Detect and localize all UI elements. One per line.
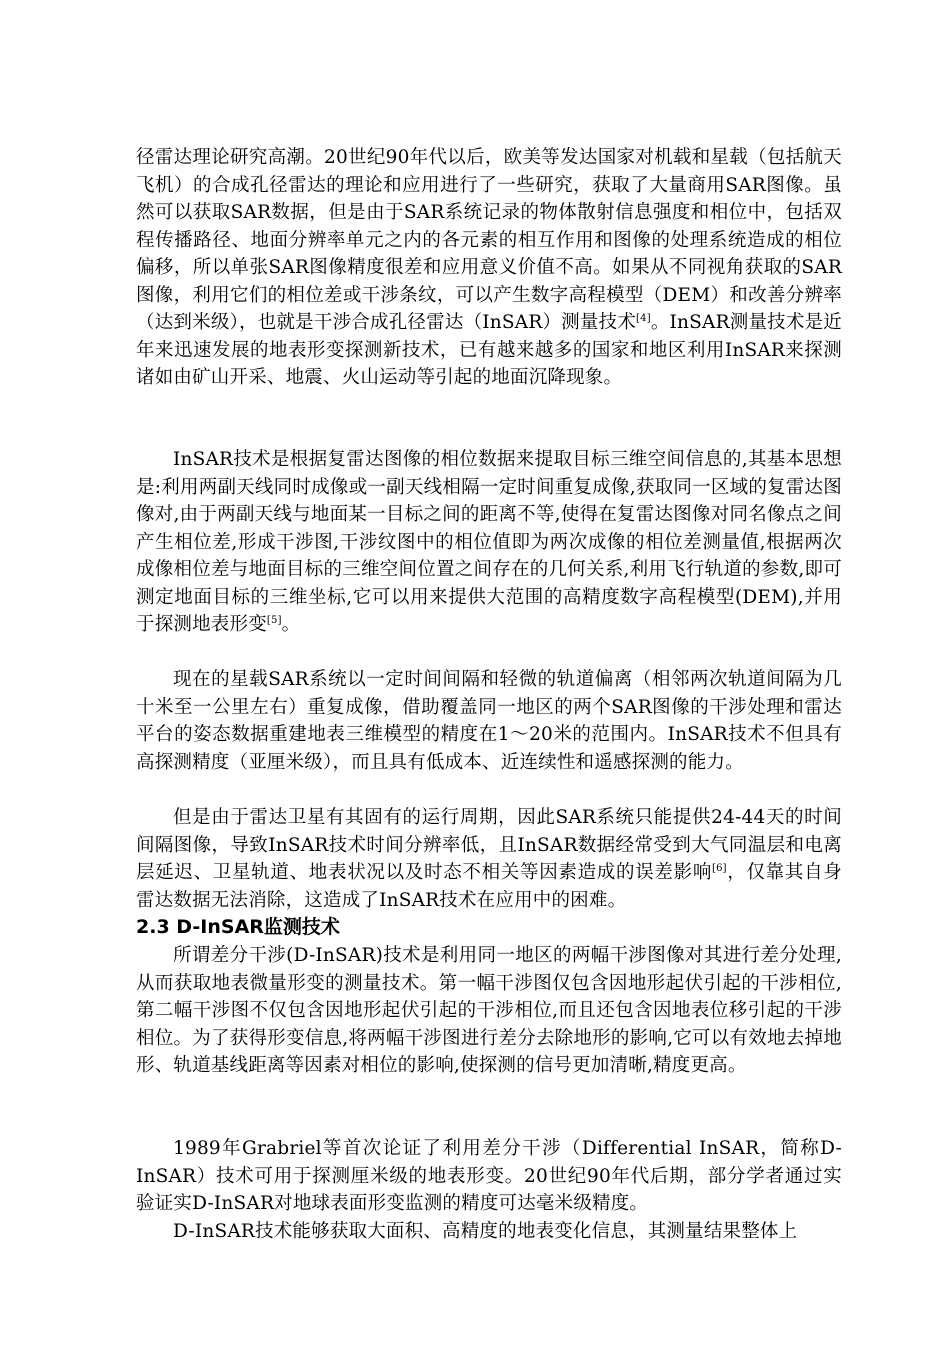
paragraph-dinsar-definition <box>136 942 842 1080</box>
paragraph-spaceborne-sar <box>136 666 842 776</box>
paragraph-dinsar-history <box>136 1135 842 1218</box>
paragraph-text: 。InSAR测量技术是近年来迅速发展的地表形变探测新技术，已有越来越多的国家和地区利用InSAR来探测诸如由矿山开采、地震、火山运动等引起的地面沉降现象。 <box>136 312 842 388</box>
paragraph-text: D-InSAR技术能够获取大面积、高精度的地表变化信息，其测量结果整体上 <box>173 1221 798 1242</box>
paragraph-text: 现在的星载SAR系统以一定时间间隔和轻微的轨道偏离（相邻两次轨道间隔为几十米至一公里左右）重复成像，借助覆盖同一地区的两个SAR图像的干涉处理和雷达平台的姿态数据重建地表三维模型的精度在1～20米的范围内。InSAR技术不但具有高探测精度（亚厘米级），而且具有低成本、近连续性和遥感探测的能力。 <box>136 669 842 773</box>
paragraph-text: 1989年Grabriel等首次论证了利用差分干涉（Differential InSAR，简称D-InSAR）技术可用于探测厘米级的地表形变。20世纪90年代后期，部分学者通过实验证实D-InSAR对地球表面形变监测的精度可达毫米级精度。 <box>136 1138 842 1214</box>
paragraph-text: ，仅靠其自身雷达数据无法消除，这造成了InSAR技术在应用中的困难。 <box>136 862 842 911</box>
citation-ref: [5] <box>266 615 282 626</box>
paragraph-text: InSAR技术是根据复雷达图像的相位数据来提取目标三维空间信息的,其基本思想是:利用两副天线同时成像或一副天线相隔一定时间重复成像,获取同一区域的复雷达图像对,由于两副天线与地面某一目标之间的距离不等,使得在复雷达图像对同名像点之间产生相位差,形成干涉图,干涉纹图中的相位值即为两次成像的相位差测量值,根据两次成像相位差与地面目标的三维空间位置之间存在的几何关系,利用飞行轨道的参数,即可测定地面目标的三维坐标,它可以用来提供大范围的高精度数字高程模型(DEM),并用于探测地表形变 <box>136 449 842 635</box>
section-heading: 2.3 D-InSAR监测技术 <box>136 916 340 938</box>
paragraph-insar-history <box>136 144 842 392</box>
paragraph-text: 所谓差分干涉(D-InSAR)技术是利用同一地区的两幅干涉图像对其进行差分处理,从而获取地表微量形变的测量技术。第一幅干涉图仅包含因地形起伏引起的干涉相位,第二幅干涉图不仅包含因地形起伏引起的干涉相位,而且还包含因地表位移引起的干涉相位。为了获得形变信息,将两幅干涉图进行差分去除地形的影响,它可以有效地去掉地形、轨道基线距离等因素对相位的影响,使探测的信号更加清晰,精度更高。 <box>136 945 842 1076</box>
paragraph-text: 径雷达理论研究高潮。20世纪90年代以后，欧美等发达国家对机载和星载（包括航天飞机）的合成孔径雷达的理论和应用进行了一些研究，获取了大量商用SAR图像。虽然可以获取SAR数据，但是由于SAR系统记录的物体散射信息强度和相位中，包括双程传播路径、地面分辨率单元之内的各元素的相互作用和图像的处理系统造成的相位偏移，所以单张SAR图像精度很差和应用意义价值不高。如果从不同视角获取的SAR图像，利用它们的相位差或干涉条纹，可以产生数字高程模型（DEM）和改善分辨率（达到米级），也就是干涉合成孔径雷达（InSAR）测量技术 <box>136 147 842 333</box>
citation-ref: [6] <box>712 863 727 874</box>
paragraph-text: 。 <box>281 614 301 635</box>
paragraph-insar-limitations <box>136 804 842 914</box>
paragraph-dinsar-capability <box>136 1218 842 1246</box>
citation-ref: [4] <box>636 313 651 324</box>
paragraph-insar-principle <box>136 446 842 639</box>
paragraph-text: 但是由于雷达卫星有其固有的运行周期，因此SAR系统只能提供24-44天的时间间隔图像，导致InSAR技术时间分辨率低，且InSAR数据经常受到大气同温层和电离层延迟、卫星轨道、地表状况以及时态不相关等因素造成的误差影响 <box>136 807 842 883</box>
